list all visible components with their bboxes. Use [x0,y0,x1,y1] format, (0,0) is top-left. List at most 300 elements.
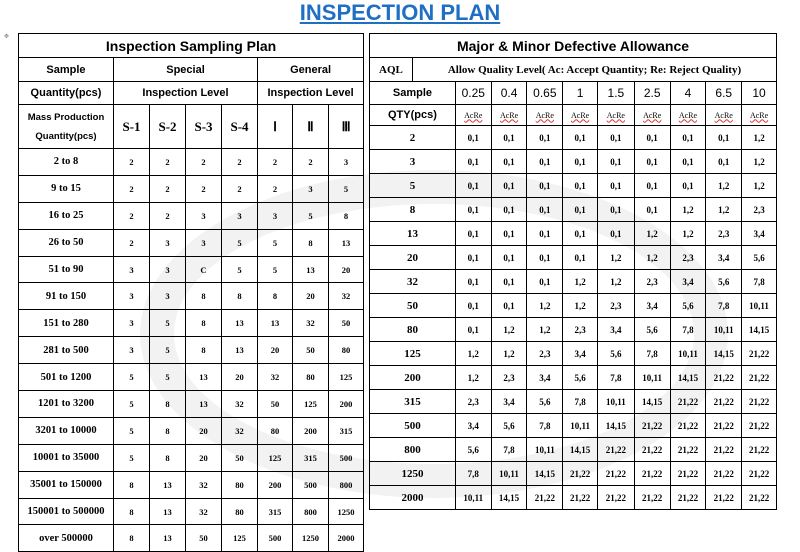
ac-re-cell: 21,22 [634,438,670,462]
sampling-plan-table [18,33,364,552]
table-row [370,390,777,414]
sample-qty-cell: 32 [370,270,456,294]
lot-size-cell: 151 to 280 [19,310,114,337]
lot-size-cell: 16 to 25 [19,202,114,229]
qty-pcs-label: QTY(pcs) [370,105,456,126]
table-row [19,391,364,418]
table-row [370,198,777,222]
sample-size-cell: 125 [222,525,258,552]
ac-re-cell: 7,8 [706,294,742,318]
ac-re-cell: 5,6 [597,342,634,366]
sample-size-cell: 315 [293,444,329,471]
sample-size-cell: 5 [222,256,258,283]
ac-re-cell: 10,11 [742,294,777,318]
ac-re-cell: 21,22 [670,486,706,510]
table-row [19,337,364,364]
aql-level-header: 10 [742,82,777,105]
sample-size-cell: 1250 [293,525,329,552]
ac-re-cell: 7,8 [491,438,527,462]
lot-size-cell: 1201 to 3200 [19,391,114,418]
sample-size-cell: 8 [150,391,186,418]
ac-re-cell: 0,1 [491,222,527,246]
sample-qty-cell: 125 [370,342,456,366]
defective-allowance-table [369,33,777,510]
sample-size-cell: 3 [258,202,293,229]
aql-level-header: 0.65 [527,82,563,105]
level-header: Ⅰ [258,105,293,149]
ac-re-cell: 14,15 [563,438,598,462]
table-row [19,229,364,256]
ac-re-cell: 21,22 [742,438,777,462]
sample-size-cell: 2 [222,149,258,176]
sample-size-cell: 8 [150,417,186,444]
ac-re-cell: 21,22 [742,414,777,438]
ac-re-cell: 2,3 [597,294,634,318]
lot-size-cell: 3201 to 10000 [19,417,114,444]
ac-re-cell: 0,1 [634,126,670,150]
ac-re-cell: 1,2 [634,246,670,270]
lot-size-cell: 2 to 8 [19,149,114,176]
sample-size-cell: 2 [150,175,186,202]
ac-re-cell: 3,4 [491,390,527,414]
ac-re-cell: 2,3 [706,222,742,246]
sample-size-cell: 20 [329,256,364,283]
sample-size-cell: 13 [293,256,329,283]
table-row [19,444,364,471]
ac-re-cell: 0,1 [455,318,491,342]
sample-size-cell: 20 [258,337,293,364]
acre-header: AcRe [706,105,742,126]
acre-header: AcRe [670,105,706,126]
general-inspection-level: Inspection Level [258,82,364,105]
ac-re-cell: 1,2 [634,222,670,246]
sample-size-cell: 2 [293,149,329,176]
ac-re-cell: 21,22 [706,438,742,462]
sample-qty-cell: 8 [370,198,456,222]
ac-re-cell: 10,11 [597,390,634,414]
ac-re-cell: 21,22 [706,462,742,486]
ac-re-cell: 0,1 [491,246,527,270]
sample-size-cell: 3 [150,229,186,256]
ac-re-cell: 21,22 [670,438,706,462]
ac-re-cell: 7,8 [597,366,634,390]
sample-size-cell: 8 [258,283,293,310]
table-row [19,471,364,498]
sample-size-cell: 3 [329,149,364,176]
sample-size-cell: 50 [329,310,364,337]
ac-re-cell: 14,15 [597,414,634,438]
ac-re-cell: 0,1 [597,150,634,174]
ac-re-cell: 21,22 [563,486,598,510]
ac-re-cell: 5,6 [491,414,527,438]
sample-size-cell: 20 [222,364,258,391]
sample-size-cell: 2000 [329,525,364,552]
sample-qty-cell: 800 [370,438,456,462]
table-row [370,318,777,342]
ac-re-cell: 0,1 [670,174,706,198]
ac-re-cell: 3,4 [455,414,491,438]
sample-size-cell: 5 [114,364,150,391]
sample-size-cell: 8 [114,498,150,525]
ac-re-cell: 2,3 [527,342,563,366]
sample-size-cell: 32 [329,283,364,310]
table-row [370,222,777,246]
level-header: S-3 [186,105,222,149]
sample-qty-cell: 2 [370,126,456,150]
ac-re-cell: 0,1 [527,222,563,246]
ac-re-cell: 0,1 [634,198,670,222]
sample-size-cell: 20 [293,283,329,310]
ac-re-cell: 21,22 [527,486,563,510]
special-label: Special [114,58,258,82]
lot-size-cell: 281 to 500 [19,337,114,364]
ac-re-cell: 21,22 [706,414,742,438]
lot-size-cell: 51 to 90 [19,256,114,283]
ac-re-cell: 0,1 [527,270,563,294]
ac-re-cell: 10,11 [527,438,563,462]
sample-size-cell: 125 [258,444,293,471]
sample-size-cell: 5 [114,444,150,471]
ac-re-cell: 0,1 [597,174,634,198]
sample-size-cell: 8 [114,525,150,552]
sample-size-cell: 8 [186,310,222,337]
lot-size-cell: 91 to 150 [19,283,114,310]
sample-label: Sample [19,58,114,82]
ac-re-cell: 0,1 [706,150,742,174]
ac-re-cell: 21,22 [742,486,777,510]
table-row [370,294,777,318]
sample-size-cell: 50 [186,525,222,552]
ac-re-cell: 1,2 [491,342,527,366]
ac-re-cell: 10,11 [455,486,491,510]
table-row [370,462,777,486]
sample-size-cell: 32 [186,498,222,525]
sample-size-cell: 32 [258,364,293,391]
ac-re-cell: 21,22 [706,390,742,414]
ac-re-cell: 21,22 [670,462,706,486]
table-row [370,342,777,366]
ac-re-cell: 7,8 [742,270,777,294]
aql-level-header: 4 [670,82,706,105]
sample-size-cell: 8 [186,337,222,364]
ac-re-cell: 1,2 [597,246,634,270]
mass-production-line2: Quantity(pcs) [35,130,97,142]
sample-size-cell: 2 [186,149,222,176]
aql-title: Allow Quality Level( Ac: Accept Quantity; Re: Reject Quality) [412,58,776,82]
ac-re-cell: 5,6 [742,246,777,270]
ac-re-cell: 10,11 [634,366,670,390]
sample-size-cell: 80 [329,337,364,364]
sample-qty-cell: 200 [370,366,456,390]
ac-re-cell: 0,1 [597,126,634,150]
sample-size-cell: 2 [150,202,186,229]
sample-label: Sample [370,82,456,105]
ac-re-cell: 21,22 [634,414,670,438]
table-row [19,417,364,444]
sample-size-cell: 2 [222,175,258,202]
ac-re-cell: 0,1 [527,126,563,150]
ac-re-cell: 0,1 [670,150,706,174]
sample-size-cell: 13 [258,310,293,337]
ac-re-cell: 0,1 [634,150,670,174]
ac-re-cell: 21,22 [742,366,777,390]
level-header: S-1 [114,105,150,149]
sample-qty-cell: 1250 [370,462,456,486]
ac-re-cell: 7,8 [634,342,670,366]
lot-size-cell: over 500000 [19,525,114,552]
sample-size-cell: 5 [150,364,186,391]
acre-header: AcRe [597,105,634,126]
ac-re-cell: 1,2 [527,294,563,318]
table-row [370,414,777,438]
ac-re-cell: 3,4 [742,222,777,246]
ac-re-cell: 5,6 [634,318,670,342]
table-row [370,270,777,294]
sample-qty-cell: 80 [370,318,456,342]
sample-size-cell: 3 [150,283,186,310]
table-row [370,126,777,150]
sample-size-cell: 3 [293,175,329,202]
sample-size-cell: 2 [258,175,293,202]
ac-re-cell: 1,2 [563,294,598,318]
table-row [19,525,364,552]
sample-size-cell: 13 [329,229,364,256]
ac-re-cell: 2,3 [634,270,670,294]
ac-re-cell: 2,3 [742,198,777,222]
ac-re-cell: 0,1 [706,126,742,150]
level-header: S-2 [150,105,186,149]
sample-size-cell: 5 [150,310,186,337]
sample-size-cell: 500 [329,444,364,471]
special-inspection-level: Inspection Level [114,82,258,105]
table-move-handle-icon[interactable]: ✥ [4,34,10,40]
ac-re-cell: 21,22 [597,486,634,510]
acre-header: AcRe [491,105,527,126]
sample-qty-cell: 5 [370,174,456,198]
sample-size-cell: 13 [222,337,258,364]
sample-size-cell: 3 [186,229,222,256]
table-row [370,246,777,270]
sample-qty-cell: 315 [370,390,456,414]
lot-size-cell: 10001 to 35000 [19,444,114,471]
table-row [19,498,364,525]
mass-production-label [19,105,114,149]
ac-re-cell: 1,2 [706,198,742,222]
sample-size-cell: 8 [293,229,329,256]
ac-re-cell: 0,1 [527,198,563,222]
sample-qty-cell: 50 [370,294,456,318]
level-header: S-4 [222,105,258,149]
ac-re-cell: 2,3 [563,318,598,342]
sample-size-cell: 80 [222,498,258,525]
ac-re-cell: 21,22 [597,438,634,462]
ac-re-cell: 0,1 [455,174,491,198]
ac-re-cell: 0,1 [563,246,598,270]
sample-size-cell: 500 [258,525,293,552]
sample-size-cell: 2 [114,175,150,202]
ac-re-cell: 0,1 [527,246,563,270]
aql-level-header: 0.25 [455,82,491,105]
sample-size-cell: 8 [329,202,364,229]
ac-re-cell: 21,22 [706,486,742,510]
lot-size-cell: 150001 to 500000 [19,498,114,525]
sample-size-cell: 32 [186,471,222,498]
sample-size-cell: 3 [186,202,222,229]
table-row [370,438,777,462]
sample-size-cell: 800 [293,498,329,525]
sample-size-cell: 200 [293,417,329,444]
ac-re-cell: 0,1 [597,198,634,222]
ac-re-cell: 0,1 [527,150,563,174]
sample-size-cell: 32 [293,310,329,337]
ac-re-cell: 0,1 [491,270,527,294]
table-row [19,202,364,229]
ac-re-cell: 10,11 [706,318,742,342]
ac-re-cell: 1,2 [527,318,563,342]
sample-size-cell: 5 [114,417,150,444]
sample-size-cell: 3 [114,256,150,283]
sample-size-cell: 315 [258,498,293,525]
ac-re-cell: 3,4 [706,246,742,270]
ac-re-cell: 0,1 [670,126,706,150]
lot-size-cell: 501 to 1200 [19,364,114,391]
ac-re-cell: 1,2 [491,318,527,342]
ac-re-cell: 21,22 [670,390,706,414]
ac-re-cell: 3,4 [670,270,706,294]
sample-size-cell: 8 [150,444,186,471]
table-row [19,310,364,337]
sample-size-cell: 3 [222,202,258,229]
ac-re-cell: 0,1 [527,174,563,198]
ac-re-cell: 0,1 [455,222,491,246]
ac-re-cell: 10,11 [563,414,598,438]
sample-qty-cell: 20 [370,246,456,270]
ac-re-cell: 0,1 [455,270,491,294]
sample-size-cell: 315 [329,417,364,444]
sample-size-cell: 13 [150,498,186,525]
sample-size-cell: 5 [293,202,329,229]
sample-size-cell: 8 [186,283,222,310]
ac-re-cell: 1,2 [706,174,742,198]
ac-re-cell: 7,8 [670,318,706,342]
ac-re-cell: 14,15 [670,366,706,390]
ac-re-cell: 21,22 [563,462,598,486]
sample-qty-cell: 13 [370,222,456,246]
ac-re-cell: 1,2 [742,126,777,150]
ac-re-cell: 0,1 [455,294,491,318]
ac-re-cell: 2,3 [455,390,491,414]
ac-re-cell: 7,8 [455,462,491,486]
ac-re-cell: 1,2 [597,270,634,294]
sample-size-cell: 5 [222,229,258,256]
aql-level-header: 2.5 [634,82,670,105]
sample-size-cell: 2 [258,149,293,176]
defective-allowance-heading: Major & Minor Defective Allowance [370,34,777,58]
aql-level-header: 1 [563,82,598,105]
ac-re-cell: 0,1 [455,198,491,222]
ac-re-cell: 21,22 [742,342,777,366]
sample-size-cell: 13 [150,525,186,552]
sample-size-cell: 20 [186,417,222,444]
ac-re-cell: 0,1 [491,150,527,174]
ac-re-cell: 3,4 [597,318,634,342]
table-row [19,149,364,176]
sample-size-cell: 50 [222,444,258,471]
ac-re-cell: 0,1 [634,174,670,198]
ac-re-cell: 3,4 [527,366,563,390]
quantity-label: Quantity(pcs) [19,82,114,105]
sample-size-cell: 3 [150,256,186,283]
sample-size-cell: 8 [222,283,258,310]
sample-qty-cell: 500 [370,414,456,438]
acre-header: AcRe [634,105,670,126]
sample-size-cell: 32 [222,417,258,444]
ac-re-cell: 14,15 [742,318,777,342]
mass-production-line1: Mass Production [27,111,105,123]
sample-qty-cell: 3 [370,150,456,174]
acre-header: AcRe [563,105,598,126]
ac-re-cell: 0,1 [491,126,527,150]
ac-re-cell: 14,15 [491,486,527,510]
sample-size-cell: 5 [258,256,293,283]
ac-re-cell: 2,3 [670,246,706,270]
sample-size-cell: 125 [293,391,329,418]
sample-size-cell: 125 [329,364,364,391]
ac-re-cell: 3,4 [563,342,598,366]
ac-re-cell: 7,8 [527,414,563,438]
sample-size-cell: 200 [329,391,364,418]
sample-size-cell: 5 [258,229,293,256]
lot-size-cell: 9 to 15 [19,175,114,202]
ac-re-cell: 1,2 [742,150,777,174]
ac-re-cell: 5,6 [670,294,706,318]
ac-re-cell: 1,2 [563,270,598,294]
ac-re-cell: 14,15 [527,462,563,486]
ac-re-cell: 5,6 [527,390,563,414]
ac-re-cell: 10,11 [491,462,527,486]
sample-size-cell: 2 [150,149,186,176]
lot-size-cell: 35001 to 150000 [19,471,114,498]
table-row [19,364,364,391]
sample-qty-cell: 2000 [370,486,456,510]
table-row [19,283,364,310]
sample-size-cell: 13 [222,310,258,337]
ac-re-cell: 0,1 [491,198,527,222]
sample-size-cell: 20 [186,444,222,471]
sample-size-cell: 13 [186,364,222,391]
ac-re-cell: 21,22 [742,462,777,486]
sample-size-cell: 3 [114,337,150,364]
ac-re-cell: 0,1 [563,150,598,174]
sample-size-cell: 1250 [329,498,364,525]
aql-level-header: 0.4 [491,82,527,105]
ac-re-cell: 21,22 [634,462,670,486]
ac-re-cell: 21,22 [670,414,706,438]
aql-label: AQL [370,58,413,82]
sample-size-cell: 13 [150,471,186,498]
ac-re-cell: 0,1 [563,126,598,150]
ac-re-cell: 21,22 [706,366,742,390]
aql-level-header: 6.5 [706,82,742,105]
ac-re-cell: 0,1 [563,222,598,246]
level-header: Ⅲ [329,105,364,149]
ac-re-cell: 3,4 [634,294,670,318]
ac-re-cell: 0,1 [455,150,491,174]
ac-re-cell: 1,2 [670,222,706,246]
acre-header: AcRe [527,105,563,126]
sample-size-cell: 800 [329,471,364,498]
ac-re-cell: 0,1 [491,294,527,318]
